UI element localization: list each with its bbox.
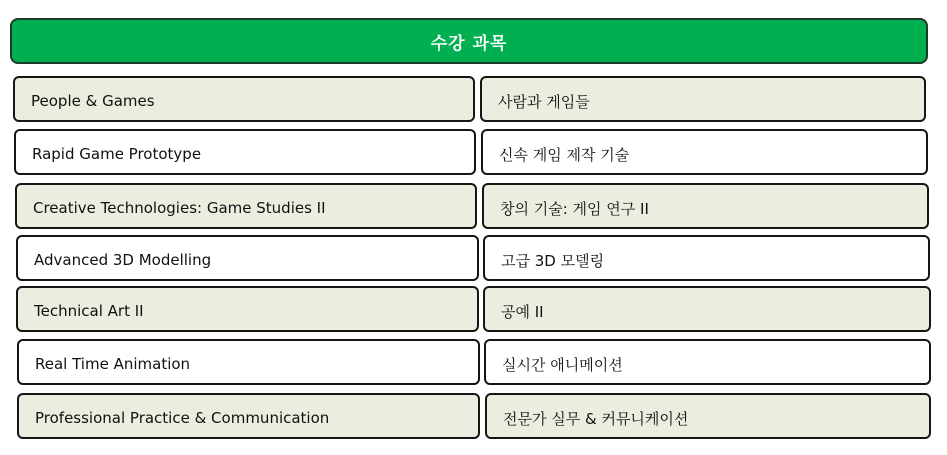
header-title: 수강 과목: [430, 33, 508, 54]
course-en-label: Advanced 3D Modelling: [34, 251, 212, 269]
course-name-en: [17, 393, 480, 439]
course-name-ko: [485, 393, 931, 439]
course-name-en: [16, 235, 479, 281]
course-table-header: [10, 18, 928, 64]
course-en-label: Technical Art II: [34, 302, 144, 320]
course-ko-label: 신속 게임 제작 기술: [499, 145, 630, 164]
course-name-ko: [483, 235, 930, 281]
course-name-en: [14, 129, 476, 175]
course-name-en: [15, 183, 477, 229]
course-name-en: [16, 286, 479, 332]
course-name-en: [17, 339, 480, 385]
course-ko-label: 창의 기술: 게임 연구 II: [500, 199, 649, 218]
course-ko-label: 공예 II: [501, 302, 544, 321]
course-en-label: Professional Practice & Communication: [35, 409, 330, 427]
course-ko-label: 실시간 애니메이션: [502, 355, 623, 374]
course-ko-label: 고급 3D 모델링: [501, 251, 605, 270]
course-name-ko: [483, 286, 931, 332]
course-en-label: Rapid Game Prototype: [32, 145, 202, 163]
course-ko-label: 사람과 게임들: [498, 92, 590, 111]
course-en-label: Real Time Animation: [35, 355, 191, 373]
course-name-ko: [482, 183, 929, 229]
course-en-label: Creative Technologies: Game Studies II: [33, 199, 326, 217]
course-name-en: [13, 76, 475, 122]
course-name-ko: [484, 339, 931, 385]
course-name-ko: [480, 76, 926, 122]
course-ko-label: 전문가 실무 & 커뮤니케이션: [503, 409, 689, 428]
course-name-ko: [481, 129, 928, 175]
course-en-label: People & Games: [31, 92, 155, 110]
